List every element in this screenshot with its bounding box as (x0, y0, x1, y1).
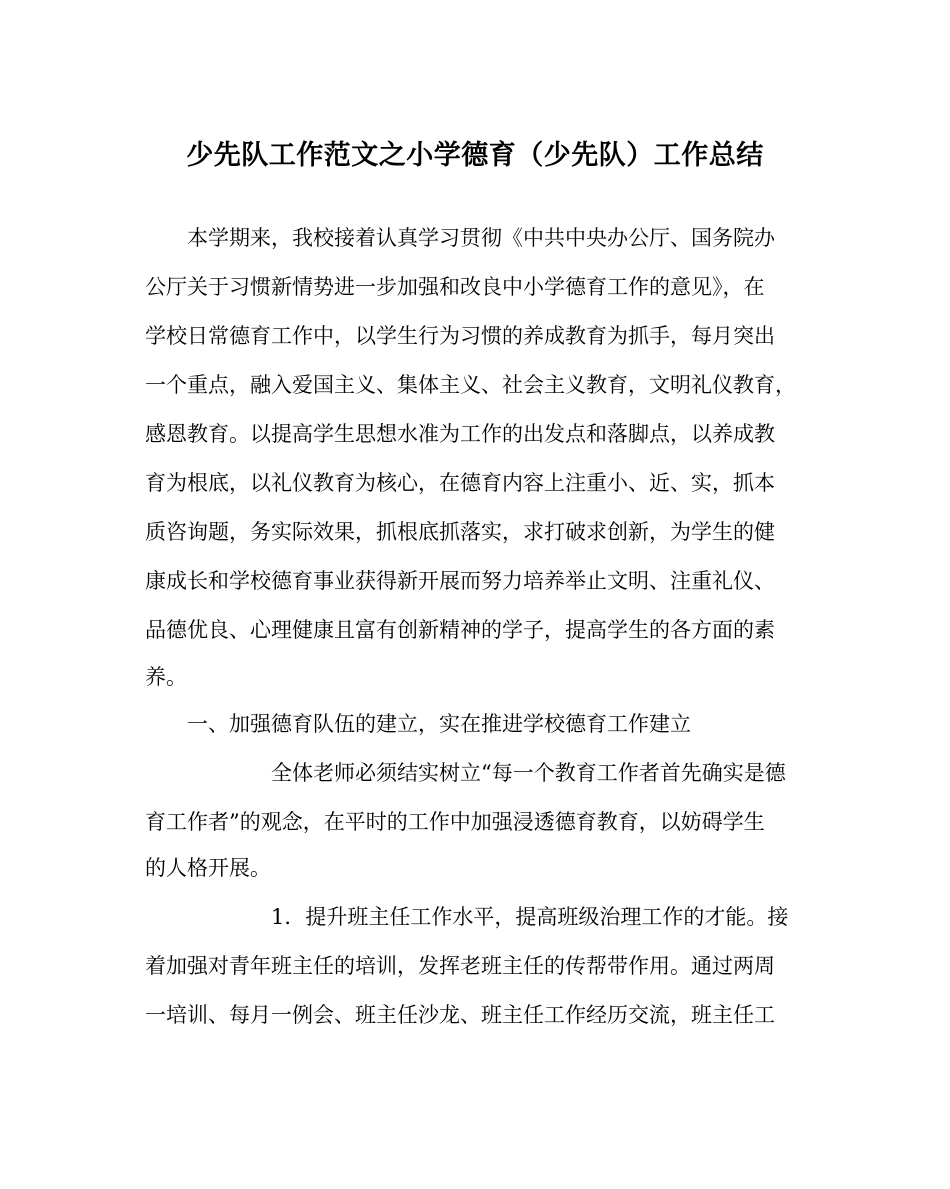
document-title: 少先队工作范文之小学德育（少先队）工作总结 (186, 140, 764, 171)
paragraph-line: 育工作者”的观念，在平时的工作中加强浸透德育教育，以妨碍学生 (145, 810, 765, 834)
paragraph-line: 学校日常德育工作中，以学生行为习惯的养成教育为抓手，每月突出 (145, 324, 775, 348)
paragraph-line: 康成长和学校德育事业获得新开展而努力培养举止文明、注重礼仪、 (145, 569, 775, 593)
paragraph-line: 1．提升班主任工作水平，提高班级治理工作的才能。接 (145, 905, 789, 929)
paragraph-line: 质咨询题，务实际效果，抓根底抓落实，求打破求创新，为学生的健 (145, 520, 775, 544)
paragraph-line: 育为根底，以礼仪教育为核心，在德育内容上注重小、近、实，抓本 (145, 471, 775, 495)
paragraph-line: 全体老师必须结实树立“每一个教育工作者首先确实是德 (145, 761, 786, 785)
section-heading: 一、加强德育队伍的建立，实在推进学校德育工作建立 (145, 712, 691, 736)
paragraph-line: 一培训、每月一例会、班主任沙龙、班主任工作经历交流，班主任工 (145, 1003, 775, 1027)
paragraph-line: 品德优良、心理健康且富有创新精神的学子，提高学生的各方面的素 (145, 618, 775, 642)
paragraph-line: 感恩教育。以提高学生思想水准为工作的出发点和落脚点，以养成教 (145, 422, 775, 446)
paragraph-line: 本学期来，我校接着认真学习贯彻《中共中央办公厅、国务院办 (145, 226, 775, 250)
paragraph-line: 的人格开展。 (145, 856, 271, 880)
paragraph-line: 一个重点，融入爱国主义、集体主义、社会主义教育，文明礼仪教育， (145, 373, 796, 397)
paragraph-line: 养。 (145, 665, 187, 689)
paragraph-line: 公厅关于习惯新情势进一步加强和改良中小学德育工作的意见》，在 (145, 275, 765, 299)
paragraph-line: 着加强对青年班主任的培训，发挥老班主任的传帮带作用。通过两周 (145, 954, 775, 978)
